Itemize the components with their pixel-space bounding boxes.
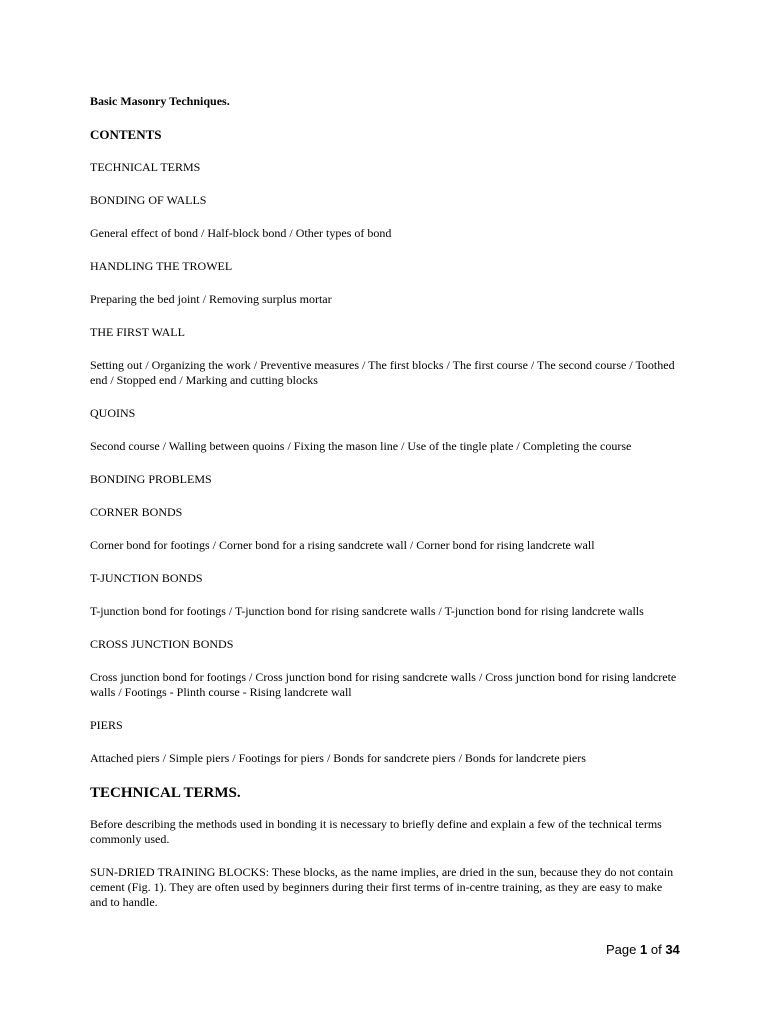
contents-entry: BONDING OF WALLS <box>90 193 207 207</box>
contents-entry: QUOINS <box>90 406 136 420</box>
page-number-footer <box>606 942 680 957</box>
contents-entry: Second course / Walling between quoins / Fixing the mason line / Use of the tingle plate / Completing the course <box>90 439 632 453</box>
document-page <box>90 94 682 928</box>
contents-entry: BONDING PROBLEMS <box>90 472 212 486</box>
contents-entry: HANDLING THE TROWEL <box>90 259 233 273</box>
document-title: Basic Masonry Techniques. <box>90 94 230 108</box>
body-paragraph: Before describing the methods used in bonding it is necessary to briefly define and explain a few of the technical terms commonly used. <box>90 817 662 846</box>
contents-entry: CROSS JUNCTION BONDS <box>90 637 234 651</box>
contents-entry: T-junction bond for footings / T-junction bond for rising sandcrete walls / T-junction bond for rising landcrete walls <box>90 604 644 618</box>
contents-heading: CONTENTS <box>90 127 162 142</box>
total-pages-number: 34 <box>665 942 680 957</box>
section-heading: TECHNICAL TERMS. <box>90 785 241 801</box>
contents-entry: General effect of bond / Half-block bond / Other types of bond <box>90 226 392 240</box>
of-label: of <box>650 942 662 957</box>
current-page-number: 1 <box>640 942 648 957</box>
contents-entry: T-JUNCTION BONDS <box>90 571 203 585</box>
contents-entry: Attached piers / Simple piers / Footings for piers / Bonds for sandcrete piers / Bonds for landcrete piers <box>90 751 586 765</box>
contents-entry: Corner bond for footings / Corner bond for a rising sandcrete wall / Corner bond for rising landcrete wall <box>90 538 595 552</box>
contents-entry: THE FIRST WALL <box>90 325 185 339</box>
contents-entry: Setting out / Organizing the work / Preventive measures / The first blocks / The first course / The second course / Toothed end / Stopped end / Marking and cutting blocks <box>90 358 675 387</box>
contents-entry: Cross junction bond for footings / Cross junction bond for rising sandcrete walls / Cross junction bond for rising landcrete walls / Footings - Plinth course - Rising landcrete wall <box>90 670 677 699</box>
contents-entry: CORNER BONDS <box>90 505 183 519</box>
body-paragraph: SUN-DRIED TRAINING BLOCKS: These blocks, as the name implies, are dried in the sun, because they do not contain cement (Fig. 1). They are often used by beginners during their first terms of in-centre training, as they are easy to make and to handle. <box>90 865 674 909</box>
contents-entry: TECHNICAL TERMS <box>90 160 201 174</box>
contents-list <box>90 160 682 766</box>
page-label: Page <box>606 942 637 957</box>
contents-entry: Preparing the bed joint / Removing surplus mortar <box>90 292 332 306</box>
contents-entry: PIERS <box>90 718 123 732</box>
